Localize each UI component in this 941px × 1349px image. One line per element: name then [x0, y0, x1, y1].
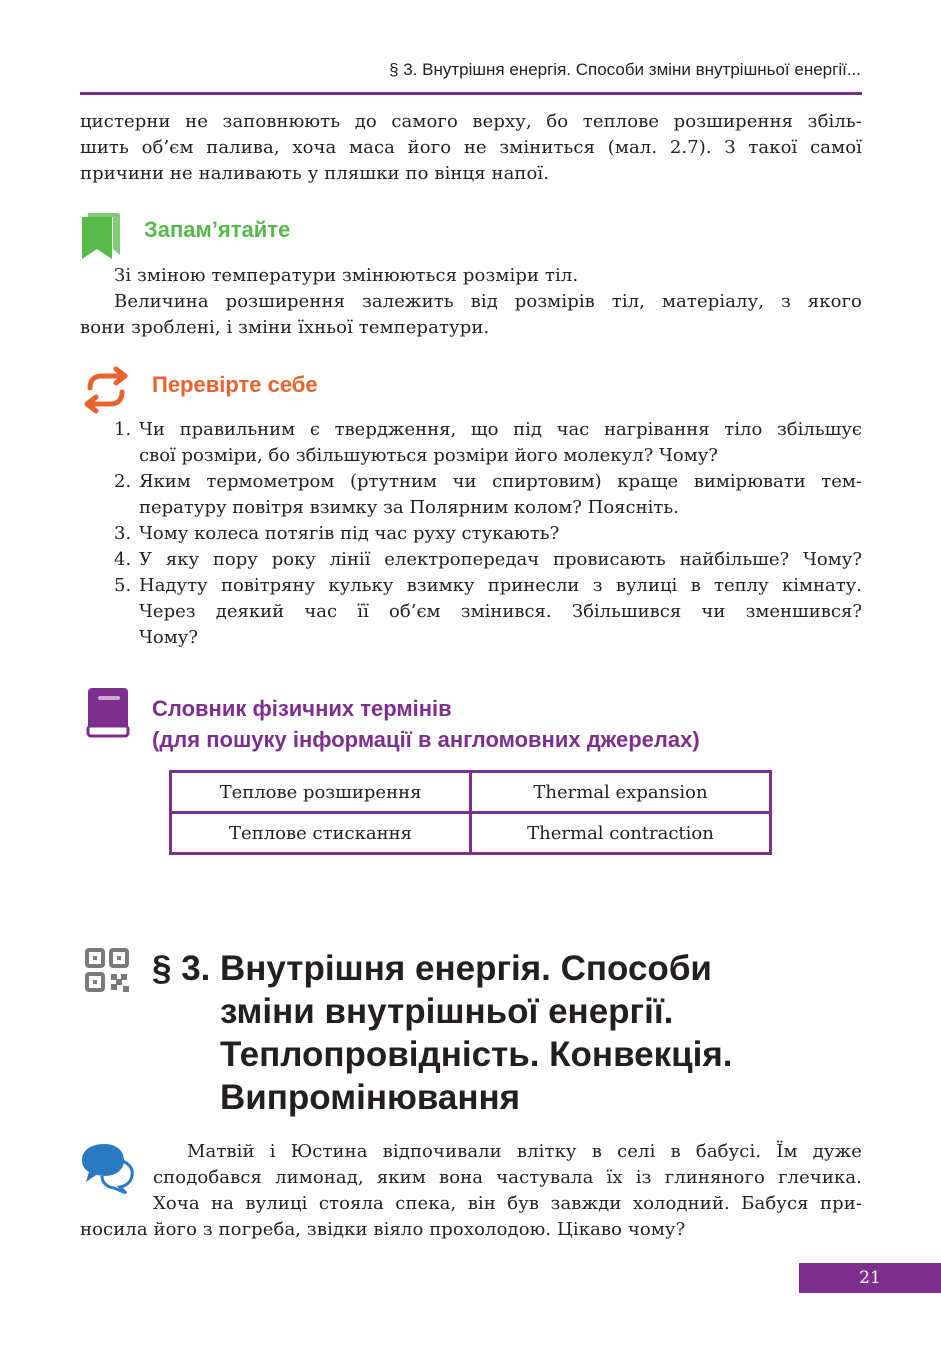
section-title — [220, 947, 733, 1119]
question-line: Надуту повітряну кульку взимку принесли з вулиці в теплу кімнату. — [139, 575, 862, 596]
intro-paragraph — [80, 109, 862, 187]
question-line: пературу повітря взимку за Полярним колом? Поясніть. — [139, 497, 679, 518]
question-number: 4. — [114, 549, 132, 570]
glossary-term-en: Thermal expansion — [471, 772, 771, 813]
question-number: 5. — [114, 575, 132, 596]
glossary-term-en: Thermal contraction — [471, 813, 771, 854]
running-header: § 3. Внутрішня енергія. Способи зміни внутрішньої енергії... — [389, 60, 861, 79]
section-number: § 3. — [152, 949, 211, 988]
remember-text — [80, 263, 862, 341]
question-number: 3. — [114, 523, 132, 544]
bookmark-icon — [80, 211, 122, 261]
question-item — [80, 547, 862, 573]
header-rule — [80, 92, 862, 95]
table-row — [171, 772, 771, 813]
glossary-title-line: Словник фізичних термінів — [152, 696, 452, 721]
question-line: Чому колеса потягів під час руху стукають? — [139, 523, 560, 544]
questions-list — [80, 417, 862, 651]
question-item — [80, 573, 862, 651]
page-number: 21 — [799, 1263, 941, 1293]
intro-line: причини не наливають у пляшки по вінця напої. — [80, 163, 550, 184]
table-row — [171, 813, 771, 854]
remember-title: Запам’ятайте — [144, 217, 291, 242]
question-number: 1. — [114, 419, 132, 440]
story-paragraph — [80, 1139, 862, 1243]
story-line: Матвій і Юстина відпочивали влітку в селі в бабусі. Їм дуже — [187, 1141, 862, 1162]
glossary-title-line: (для пошуку інформації в англомовних джерелах) — [152, 727, 700, 752]
intro-line: цистерни не заповнюють до самого верху, бо теплове розширення збіль- — [80, 111, 862, 132]
section-title-line: Випромінювання — [220, 1078, 521, 1117]
question-line: Через деякий час її об’єм змінився. Збільшився чи зменшився? — [139, 601, 862, 622]
glossary-term-ua: Теплове стискання — [171, 813, 471, 854]
intro-line: шить об’єм палива, хоча маса його не зміниться (мал. 2.7). З такої самої — [80, 137, 862, 158]
question-number: 2. — [114, 471, 132, 492]
remember-line: вони зроблені, і зміни їхньої температури. — [80, 317, 490, 338]
question-line: свої розміри, бо збільшуються розміри його молекул? Чому? — [139, 445, 718, 466]
check-yourself-title: Перевірте себе — [152, 372, 318, 397]
repeat-arrows-icon — [80, 366, 132, 414]
question-item — [80, 521, 862, 547]
story-line: сподобався лимонад, яким вона частувала їх із глиняного глечика. — [153, 1167, 862, 1188]
remember-line: Величина розширення залежить від розмірів тіл, матеріалу, з якого — [114, 291, 862, 312]
question-line: Чому? — [139, 627, 198, 648]
book-icon — [86, 686, 130, 738]
section-title-line: Внутрішня енергія. Способи — [220, 949, 712, 988]
section-title-line: Теплопровідність. Конвекція. — [220, 1035, 733, 1074]
section-title-line: зміни внутрішньої енергії. — [220, 992, 674, 1031]
glossary-table — [169, 770, 772, 855]
question-line: Яким термометром (ртутним чи спиртовим) краще вимірювати тем- — [139, 471, 862, 492]
story-line: носила його з погреба, звідки віяло прохолодою. Цікаво чому? — [80, 1219, 686, 1240]
question-line: Чи правильним є твердження, що під час нагрівання тіло збільшує — [139, 419, 862, 440]
question-line: У яку пору року лінії електропередач провисають найбільше? Чому? — [139, 549, 862, 570]
glossary-title — [152, 693, 700, 755]
question-item — [80, 469, 862, 521]
glossary-term-ua: Теплове розширення — [171, 772, 471, 813]
remember-line: Зі зміною температури змінюються розміри тіл. — [114, 265, 579, 286]
story-line: Хоча на вулиці стояла спека, він був завжди холодний. Бабуся при- — [153, 1193, 862, 1214]
qr-code-icon — [83, 946, 133, 994]
question-item — [80, 417, 862, 469]
